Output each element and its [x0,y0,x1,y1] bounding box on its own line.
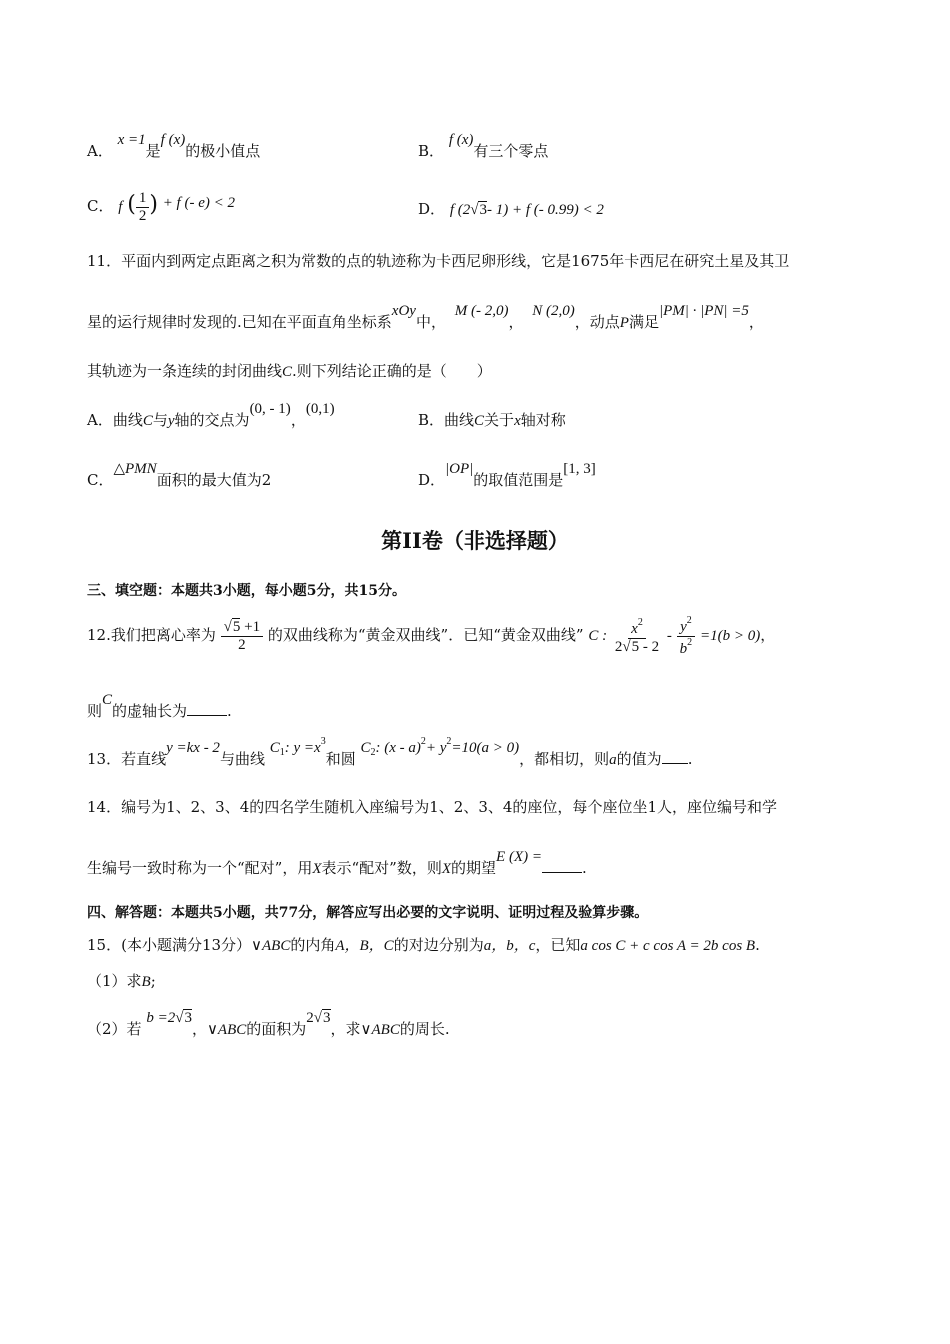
numerator [221,619,263,637]
stem-text: 表示“配对”数，则 [321,859,442,877]
var-x: x [631,621,638,637]
exp-2: 2 [446,736,452,747]
math-expr: |OP| [445,461,474,477]
math-expr: : y =x [284,740,321,756]
option-label: D． [418,471,446,489]
sqrt-sign: √ [313,1010,323,1026]
stem-text: ，已知 [535,936,581,954]
stem-text: 中， [415,313,446,331]
q10-option-c [87,190,235,224]
stem-text: 满足 [628,313,659,331]
denominator: 2 [238,636,246,653]
option-text: 与 [152,411,168,429]
circle-c2 [360,736,520,758]
math-expr: f (x) [160,132,186,148]
math-expr: : (x - a) [375,740,421,756]
stem-text: 12.我们把离心率为 [87,626,216,644]
exp-2: 2 [420,736,426,747]
q10-option-b [418,132,549,161]
math-expr: X [441,861,452,877]
option-text: 轴对称 [520,411,566,429]
q11-option-a [87,401,335,430]
stem-text: ， [508,313,524,331]
stem-text: （2）若 [87,1020,142,1038]
exp-3: 3 [320,736,326,747]
var-c: C [269,740,280,756]
math-expr: [1, 3] [563,461,596,477]
part3-heading: 三、填空题：本题共3小题，每小题5分，共15分。 [87,583,406,599]
math-expr: a cos C + c cos A = 2b cos B [580,938,756,954]
numerator: 1 [136,190,150,208]
math-expr: C [102,692,113,708]
sqrt-radicand: 3 [479,202,487,218]
option-label: A．曲线 [87,411,143,429]
option-label: A． [87,142,113,160]
answer-blank[interactable] [662,763,688,764]
math-expr: f (x) [448,132,474,148]
option-text: 的取值范围是 [473,471,564,489]
sqrt-sign: √ [223,619,232,635]
stem-text: 与曲线 [219,750,265,768]
subscript: 2 [370,747,376,758]
q12-stem-line2 [87,692,232,721]
stem-text: ，都相切，则 [519,750,610,768]
math-expr: E (X) = [496,849,542,865]
numerator-rest: +1 [240,619,261,635]
option-label: B．曲线 [418,411,475,429]
sqrt-sign: √ [622,638,631,655]
math-expr: =1(b > 0) [699,628,761,644]
numerator [628,617,646,639]
stem-text: 的双曲线称为“黄金双曲线”．已知“黄金双曲线” [267,626,584,644]
math-expr: x =1 [117,132,146,148]
option-label: B． [418,142,445,160]
stem-text: .则下列结论正确的是（ ） [292,362,492,380]
option-text: 是 [145,142,161,160]
paren-close: ) [149,192,158,217]
stem-text: . [227,702,232,720]
stem-text: 其轨迹为一条连续的封闭曲线 [87,362,283,380]
math-expr: (0, - 1) [249,401,291,417]
numerator [677,615,695,637]
stem-text: ，求 [330,1020,361,1038]
minus-sign: - [666,628,672,644]
stem-text: ， [760,626,776,644]
sqrt-radicand: 5 [232,619,241,635]
q14-stem-line1: 14．编号为1、2、3、4的四名学生随机入座编号为1、2、3、4的座位，每个座位坐1人，座位编号和学 [87,798,777,816]
option-label: C． [87,471,114,489]
exp-2: 2 [687,636,693,648]
coef: 2 [614,638,623,655]
stem-text: ; [150,972,156,990]
option-label: C． [87,197,114,215]
math-expr: =10(a > 0) [451,740,520,756]
stem-text: 和圆 [325,750,356,768]
hyperbola-y-fraction [677,615,696,657]
sqrt-radicand: 3 [323,1010,331,1026]
q15-stem [87,934,760,955]
stem-text: 的值为 [616,750,662,768]
math-expr [146,1010,192,1026]
stem-text: ， [191,1020,207,1038]
part4-heading: 四、解答题：本题共5小题，共77分，解答应写出必要的文字说明、证明过程及验算步骤。 [87,905,649,921]
den-rest: - 2 [639,638,660,655]
stem-text: 则 [87,702,103,720]
math-expr: N (2,0) [532,303,575,319]
math-expr: △PMN [113,461,157,477]
sqrt-radicand: 5 [631,638,640,655]
denominator [677,637,696,658]
option-label: D． [418,200,446,218]
var-y: y [680,619,687,635]
math-expr: C [142,413,153,429]
option-text: 的极小值点 [185,142,261,160]
math-expr: X [312,861,322,877]
stem-text: 的虚轴长为 [112,702,188,720]
exp-2: 2 [686,615,692,626]
section-title: 第II卷（非选择题） [381,528,569,553]
answer-blank[interactable] [187,715,227,716]
paren-open: ( [127,192,136,217]
stem-text: （1）求 [87,972,142,990]
hyperbola-x-fraction [612,617,662,655]
stem-text: ，动点 [574,313,620,331]
math-expr: M (- 2,0) [454,303,509,319]
q11-option-c [87,461,272,490]
stem-text: 13．若直线 [87,750,167,768]
math-expr: C [474,413,485,429]
fraction [136,190,150,224]
q14-stem-line2 [87,849,587,878]
math-expr: - 1) + f (- 0.99) < 2 [486,202,604,218]
math-expr: P [619,315,629,331]
subscript: 1 [279,747,285,758]
denominator: 2 [138,207,147,224]
q15-part1 [87,970,156,991]
stem-text: 的面积为 [246,1020,307,1038]
math-expr: a [609,752,617,768]
sqrt-sign: √ [470,202,479,218]
eccentricity-fraction [221,619,263,653]
stem-text: ， [748,313,764,331]
math-expr: A，B，C [335,938,394,954]
stem-text: . [687,750,693,768]
q11-option-b [418,409,566,430]
coef: 2 [306,1010,314,1026]
denominator [612,639,662,656]
q13-stem [87,736,693,770]
math-expr: y [167,413,175,429]
stem-text: 的期望 [451,859,497,877]
curve-c1 [269,736,326,758]
q15-part2 [87,1010,450,1039]
stem-text: 的周长. [399,1020,450,1038]
q10-option-a [87,132,261,161]
q11-option-d [418,461,596,490]
math-expr: C [282,364,293,380]
math-expr: b =2 [146,1010,176,1026]
q10-option-d [418,198,604,219]
math-expr: B [141,974,151,990]
math-expr: y =kx - 2 [166,740,220,756]
var-b: b [679,640,688,657]
var-c: C [360,740,371,756]
stem-text: 生编号一致时称为一个“配对”，用 [87,859,313,877]
math-expr: xOy [391,303,416,319]
q11-stem-line2 [87,303,764,332]
stem-text: . [581,859,587,877]
math-expr: f [118,199,123,215]
math-expr: + y [425,740,447,756]
math-expr: x [514,413,521,429]
math-expr: a，b，c [483,938,536,954]
sqrt-sign: √ [175,1010,184,1026]
sqrt-radicand: 3 [184,1010,192,1026]
q11-stem-line1: 11．平面内到两定点距离之积为常数的点的轨迹称为卡西尼卵形线，它是1675年卡西尼在研究土星及其卫 [87,252,790,270]
area-expr [306,1010,330,1026]
stem-text: 星的运行规律时发现的.已知在平面直角坐标系 [87,313,392,331]
math-expr: ∨ABC [360,1022,400,1038]
stem-text: 的内角 [290,936,336,954]
q11-stem-line3 [87,360,492,381]
option-text: 关于 [484,411,515,429]
option-text: 轴的交点为 [174,411,250,429]
exp-2: 2 [637,617,643,628]
math-expr: ∨ABC [206,1022,247,1038]
math-expr: (0,1) [305,401,335,417]
math-expr: + f (- e) < 2 [162,195,235,211]
math-expr: ∨ABC [251,938,291,954]
option-text: 有三个零点 [473,142,549,160]
option-text: ， [290,411,306,429]
q12-stem-line1 [87,615,775,657]
stem-text: 的对边分别为 [393,936,484,954]
answer-blank[interactable] [542,872,582,873]
math-expr: f (2 [449,202,471,218]
math-expr: C : [588,628,608,644]
stem-text: 15．(本小题满分13分） [87,936,252,954]
option-text: 面积的最大值为2 [156,471,272,489]
stem-text: . [755,936,760,954]
math-expr: |PM| · |PN| =5 [658,303,749,319]
